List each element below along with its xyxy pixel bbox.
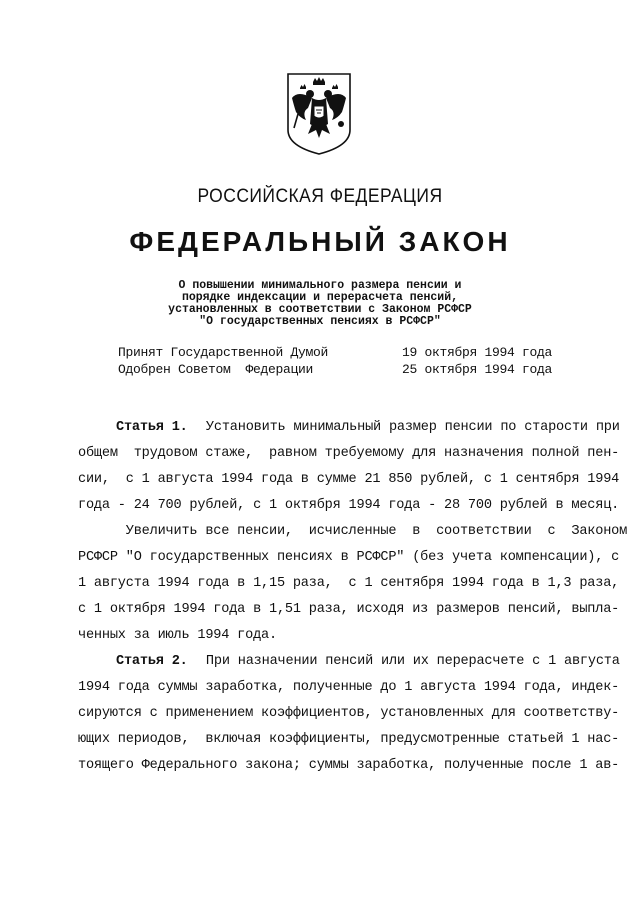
subject-line: порядке индексации и перерасчета пенсий, <box>181 291 459 304</box>
document-type: ФЕДЕРАЛЬНЫЙ ЗАКОН <box>129 226 511 257</box>
article-1-title: Статья 1. <box>116 420 188 435</box>
article-1-text-line: года - 24 700 рублей, с 1 октября 1994 года - 28 700 рублей в месяц. <box>78 498 620 513</box>
paragraph-text-line: ченных за июль 1994 года. <box>78 628 277 643</box>
article-1-text-line: общем трудовом стаже, равном требуемому для назначения полной пен- <box>78 446 620 461</box>
country-name: РОССИЙСКАЯ ФЕДЕРАЦИЯ <box>197 186 443 207</box>
subject-line: О повышении минимального размера пенсии и <box>178 279 462 292</box>
duma-adoption-date: 19 октября 1994 года <box>402 345 553 360</box>
article-2-title: Статья 2. <box>116 654 188 669</box>
coat-of-arms-emblem <box>286 72 352 156</box>
article-2-text-line: 1994 года суммы заработка, полученные до 1 августа 1994 года, индек- <box>78 680 620 695</box>
duma-adoption-label: Принят Государственной Думой <box>118 345 329 360</box>
paragraph-text-line: РСФСР "О государственных пенсиях в РСФСР" (без учета компенсации), с <box>78 550 620 565</box>
article-1-text-line: Установить минимальный размер пенсии по старости при <box>190 420 620 435</box>
paragraph-text-line: Увеличить все пенсии, исчисленные в соответствии с Законом <box>78 524 628 539</box>
law-subject <box>0 280 640 328</box>
council-approval-date: 25 октября 1994 года <box>402 362 553 377</box>
article-2-text-line: сируются с применением коэффициентов, установленных для соответству- <box>78 706 620 721</box>
article-2-text-line: При назначении пенсий или их перерасчете с 1 августа <box>190 654 620 669</box>
subject-line: установленных в соответствии с Законом РСФСР <box>168 303 472 316</box>
paragraph-text-line: 1 августа 1994 года в 1,15 раза, с 1 сентября 1994 года в 1,3 раза, <box>78 576 620 591</box>
article-1-text-line: сии, с 1 августа 1994 года в сумме 21 850 рублей, с 1 сентября 1994 <box>78 472 620 487</box>
article-2-text-line: ющих периодов, включая коэффициенты, предусмотренные статьей 1 нас- <box>78 732 620 747</box>
subject-line: "О государственных пенсиях в РСФСР" <box>199 315 441 328</box>
council-approval-label: Одобрен Советом Федерации <box>118 362 314 377</box>
article-2-text-line: тоящего Федерального закона; суммы заработка, полученные после 1 ав- <box>78 758 620 773</box>
paragraph-text-line: с 1 октября 1994 года в 1,51 раза, исходя из размеров пенсий, выпла- <box>78 602 620 617</box>
